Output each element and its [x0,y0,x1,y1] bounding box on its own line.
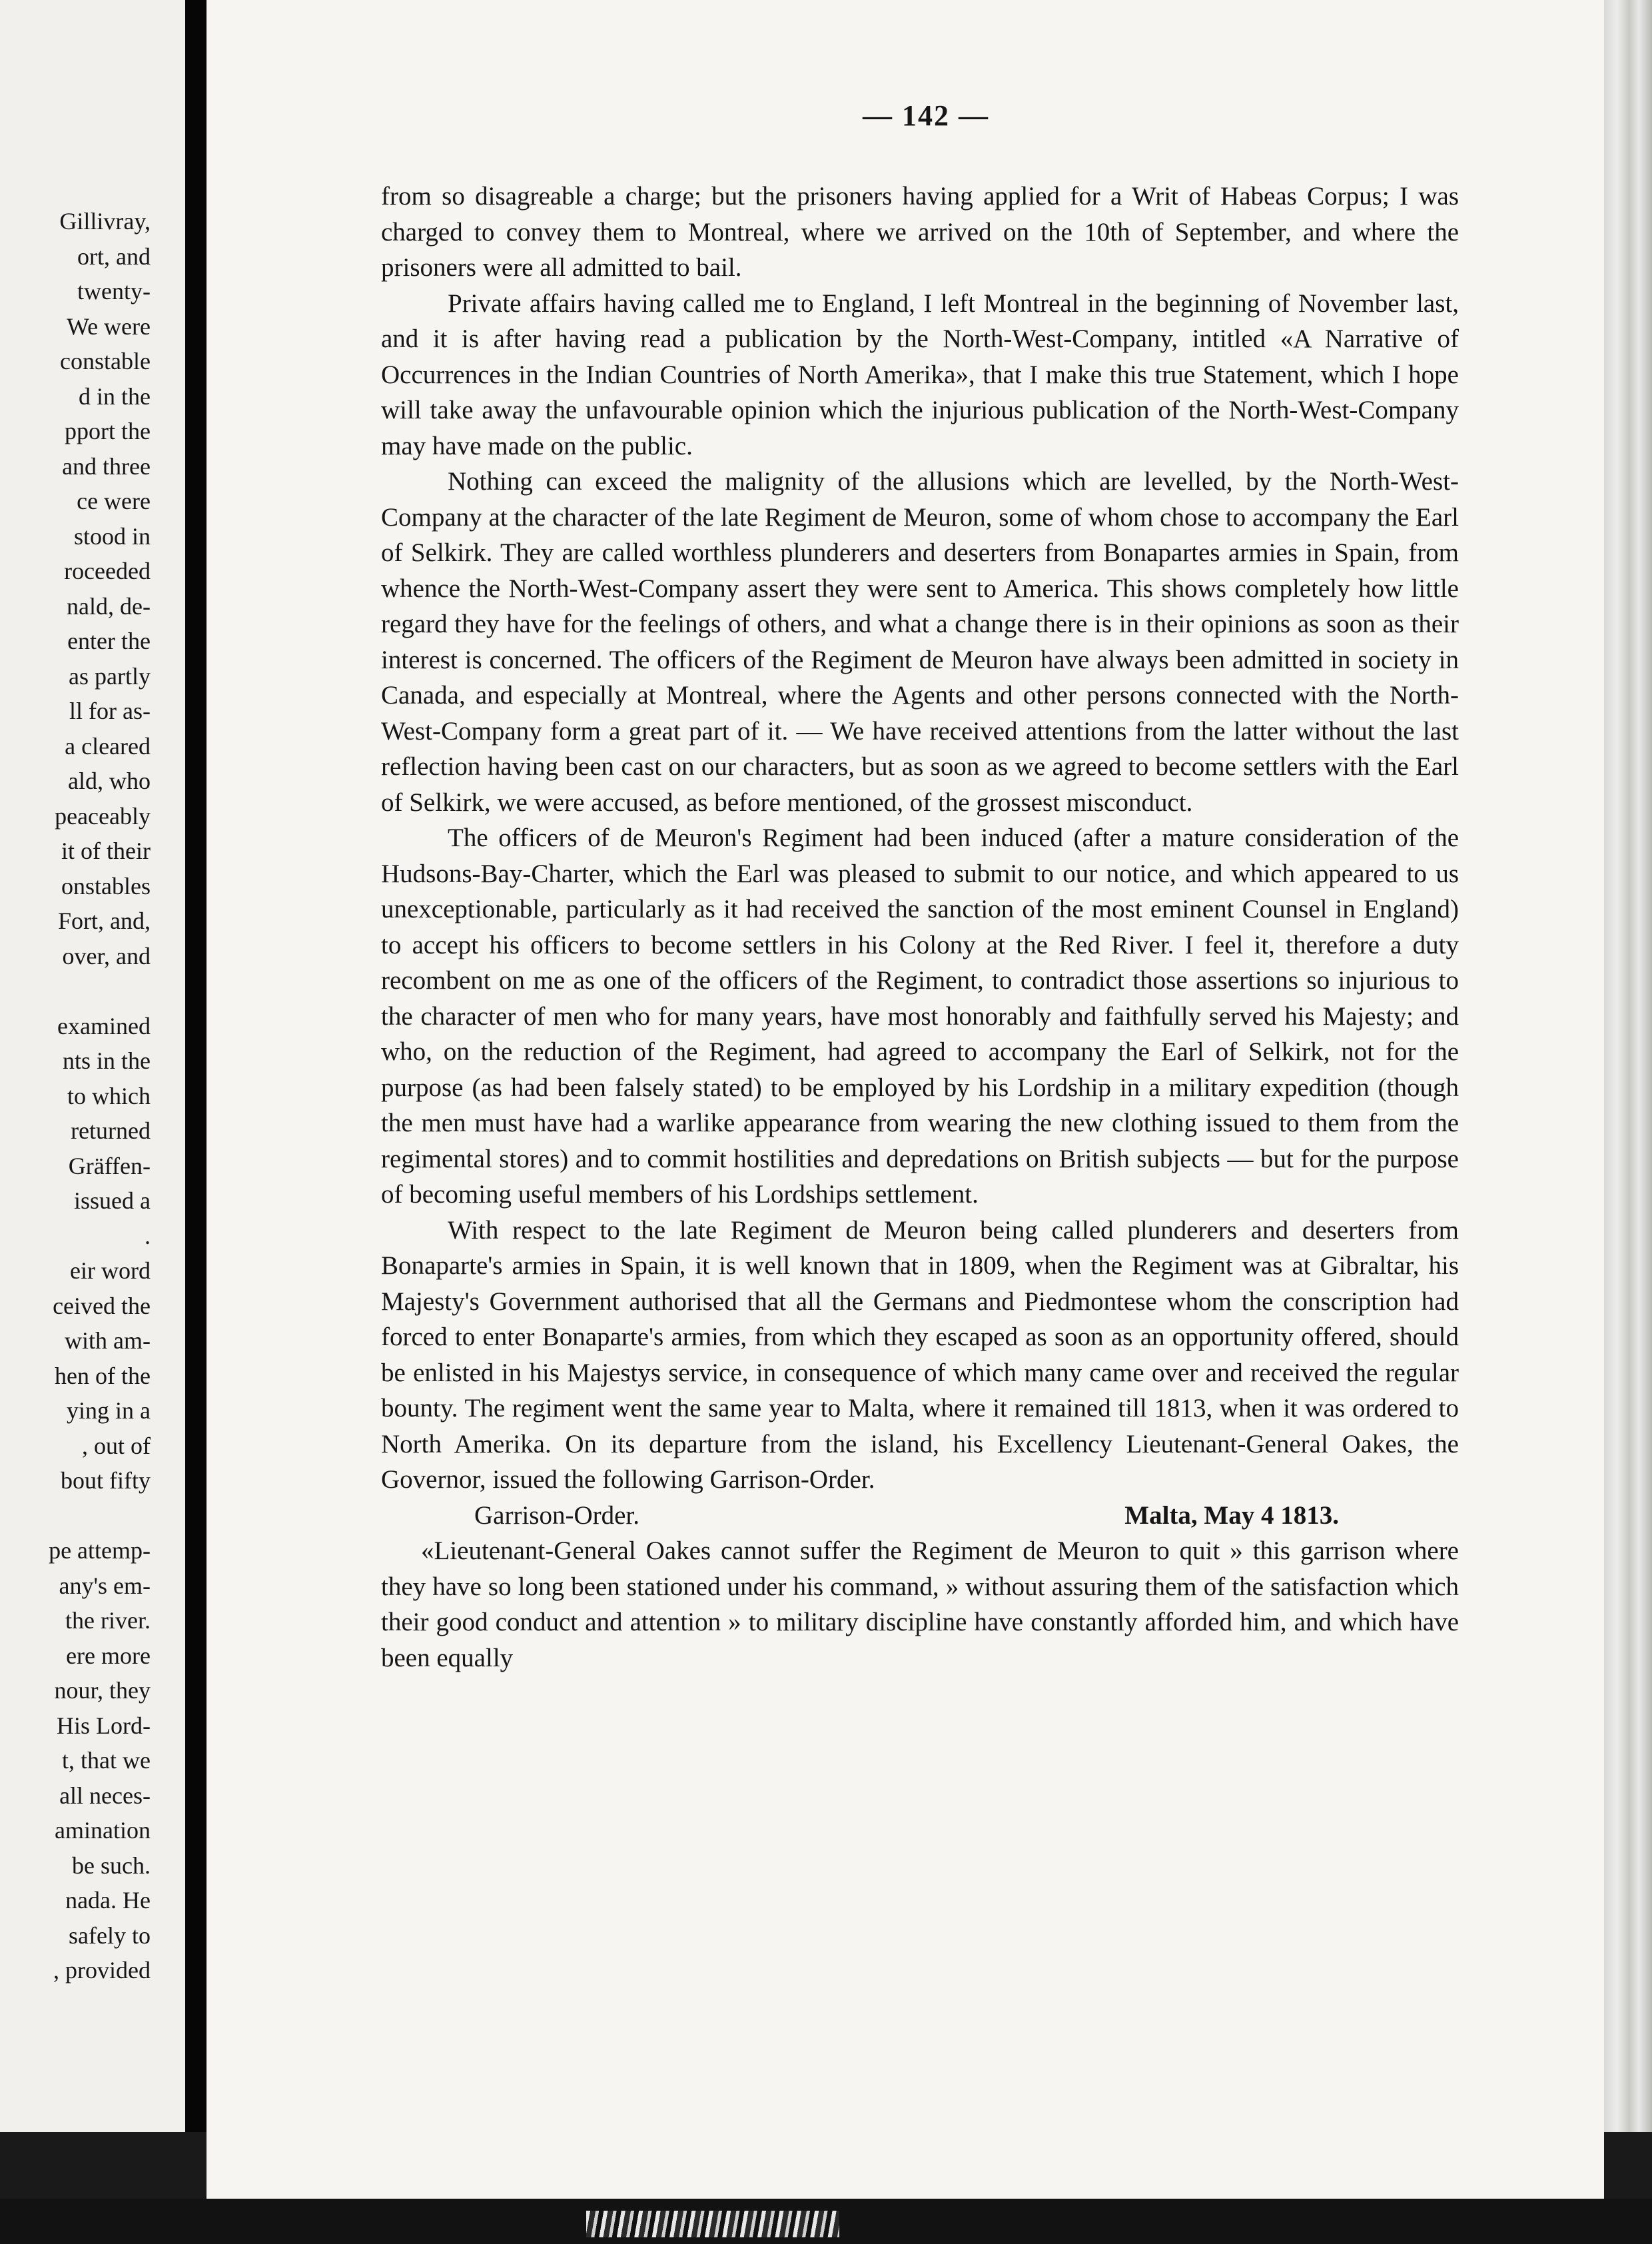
left-fragment-line: a cleared [65,732,151,760]
left-fragment-line [49,973,151,1009]
left-fragment-line: nald, de- [67,592,151,620]
left-fragment-line: onstables [61,872,151,899]
left-fragment-line: ere more [66,1642,151,1669]
left-fragment-line: be such. [72,1852,151,1879]
left-fragment-line: Gräffen- [68,1152,151,1179]
left-fragment-line: Gillivray, [59,208,151,235]
left-fragment-line: His Lord- [57,1712,151,1739]
left-fragment-line: returned [71,1117,151,1144]
paragraph: With respect to the late Regiment de Meuron being called plunderers and deserters from Bonaparte's armies in Spain, it is well known that in 1809, when the Regiment was at Gibraltar, his Majesty's Government authorised that all the Germans and Piedmontese whom the conscription had forced to enter Bonaparte's armies, from which they escaped as soon as an opportunity offered, should be enlisted in his Majestys service, in consequence of which many came over and received the regular bounty. The regiment went the same year to Malta, where it remained till 1813, when it was ordered to North Amerika. On its departure from the island, his Excellency Lieutenant-General Oakes, the Governor, issued the following Garrison-Order. [381,1215,1459,1494]
left-fragment-line: pe attemp- [49,1537,151,1564]
left-fragment-line: the river. [65,1607,151,1634]
left-fragment-line: examined [57,1012,151,1039]
left-fragment-line: issued a [74,1187,151,1214]
left-fragment-line: nour, they [54,1677,151,1704]
paragraph: The officers of de Meuron's Regiment had been induced (after a mature consideration of the Hudsons-Bay-Charter, which the Earl was pleased to submit to our notice, and which appeared to us unexceptionable, particularly as it had received the sanction of the most eminent Counsel in England) to accept his officers to become settlers in his Colony at the Red River. I feel it, therefore a duty recombent on me as one of the officers of the Regiment, to contradict those assertions so injurious to the character of men who for many years, have most honorably and faithfully served his Majesty; and who, on the reduction of the Regiment, had agreed to accompany the Earl of Selkirk, not for the purpose (as had been falsely stated) to be employed by his Lordship in a military expedition (though the men must have had a warlike appearance from wearing the new clothing issued to them from the regimental stores) and to commit hostilities and depredations on British subjects — but for the purpose of becoming useful members of his Lordships settlement. [381,824,1459,1209]
paragraph: from so disagreable a charge; but the prisoners having applied for a Writ of Habeas Corpus; I was charged to convey them to Montreal, where we arrived on the 10th of September, and where the prisoners were all admitted to bail. [381,182,1459,282]
garrison-order-heading [381,1498,1459,1534]
left-fragment-line: amination [55,1817,151,1844]
left-fragment-line: roceeded [64,558,151,584]
left-fragment-line: and three [62,452,151,480]
left-fragment-line: We were [66,312,151,340]
left-fragment-line: ceived the [53,1292,151,1319]
left-fragment-line: to which [67,1082,151,1109]
left-fragment-line: ll for as- [69,698,151,724]
left-fragment-line: ald, who [68,768,151,794]
left-fragment-line: d in the [79,382,151,410]
left-fragment-line: , out of [82,1432,151,1459]
left-fragment-line: over, and [62,942,151,969]
left-fragment-line: any's em- [59,1572,151,1599]
left-fragment-line: ying in a [67,1397,151,1424]
left-fragment-line: nts in the [63,1047,151,1074]
scan-stamp-mark [586,2211,839,2237]
left-fragment-line: enter the [67,628,151,654]
paragraph: Private affairs having called me to England, I left Montreal in the beginning of November last, and it is after having read a publication by the North-West-Company, intitled «A Narrative of Occurrences in the Indian Countries of North Amerika», that I make this true Statement, which I hope will take away the unfavourable opinion which the injurious publication of the North-West-Company may have made on the public. [381,288,1459,460]
left-fragment-line: stood in [73,522,151,550]
left-fragment-line: ce were [77,488,151,514]
left-fragment-line: pport the [65,418,151,444]
body-text [381,179,1459,1676]
left-fragment-line: t, that we [62,1747,151,1774]
page-edge-right [1604,0,1652,2132]
book-gutter [185,0,206,2132]
left-fragment-line: bout fifty [61,1467,151,1494]
left-fragment-line: nada. He [65,1887,151,1914]
left-fragment-line: , provided [53,1957,151,1983]
left-fragment-line: as partly [69,662,151,690]
left-fragment-line: safely to [69,1922,151,1949]
left-fragment-line: Fort, and, [58,907,151,934]
left-fragment-line: it of their [61,838,151,864]
left-fragment-line: constable [60,348,151,374]
order-quote: «Lieutenant-General Oakes cannot suffer the Regiment de Meuron to quit » this garrison where they have so long been stationed under his command, » without assuring them of the satisfaction which their good conduct and attention » to military discipline have constantly afforded him, and which have been equally [381,1536,1459,1672]
left-fragment-line: eir word [70,1257,151,1284]
order-title: Garrison-Order. [474,1500,639,1530]
left-page-text-fragments [49,204,151,1988]
left-fragment-line: with am- [65,1327,151,1354]
left-fragment-line: all neces- [59,1782,151,1809]
left-fragment-line: ort, and [77,243,151,270]
left-fragment-line: hen of the [55,1362,151,1389]
left-fragment-line: peaceably [55,802,151,830]
adjacent-left-page [0,0,185,2132]
left-fragment-line: twenty- [77,278,151,304]
paragraph: Nothing can exceed the malignity of the allusions which are levelled, by the North-West-Company at the character of the late Regiment de Meuron, some of whom chose to accompany the Earl of Selkirk. They are called worthless plunderers and deserters from Bonapartes armies in Spain, from whence the North-West-Company assert they were sent to America. This shows completely how little regard they have for the feelings of others, and what a change there is in their opinions as soon as their interest is concerned. The officers of the Regiment de Meuron have always been admitted in society in Canada, and especially at Montreal, where the Agents and other persons connected with the North-West-Company form a great part of it. — We have received attentions from the latter without the last reflection having been cast on our characters, but as soon as we agreed to become settlers with the Earl of Selkirk, we were accused, as before mentioned, of the grossest misconduct. [381,467,1459,817]
order-date: Malta, May 4 1813. [1124,1500,1339,1530]
left-fragment-line: . [145,1222,151,1249]
page-number: — 142 — [863,99,989,132]
left-fragment-line [49,1498,151,1534]
